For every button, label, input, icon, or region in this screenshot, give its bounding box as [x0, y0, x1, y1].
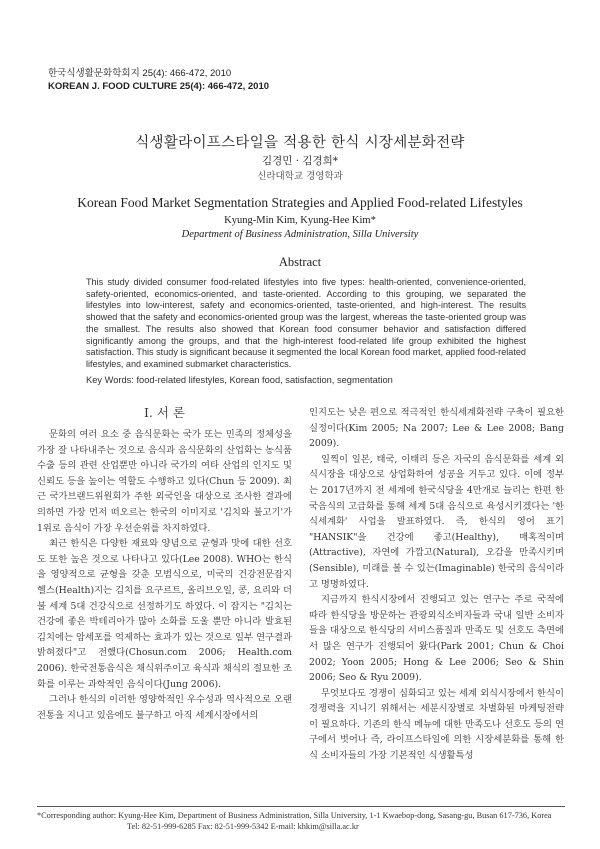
left-column	[37, 405, 292, 723]
paragraph: 인지도는 낮은 편으로 적극적인 한식세계화전략 구축이 필요한 실정이다(Kim 2005; Na 2007; Lee & Lee 2008; Bang 2009).	[309, 407, 564, 450]
paper-title-korean: 식생활라이프스타일을 적용한 한식 시장세분화전략	[135, 135, 465, 151]
paragraph: 문화의 여러 요소 중 음식문화는 국가 또는 민족의 정체성을 가장 잘 나타내주는 것으로 음식과 음식문화의 산업화는 농식품수출 등의 관련 산업뿐만 아니라 국가의 여타 산업의 인지도 및 신뢰도 등을 높이는 역할도 수행하고 있다(Chun 등 2009). 최근 국가브랜드위원회가 주한 외국인을 대상으로 조사한 결과에 의하면 가장 먼저 떠오르는 한국의 이미지로 '김치와 불고기'가 1위로 음식이 가장 우선순위를 차지하였다.	[37, 429, 292, 534]
authors-korean: 김경민 · 김경희*	[261, 155, 339, 167]
corresponding-author: *Corresponding author: Kyung-Hee Kim, Department of Business Administration, Silla University, 1-1 Kwaebop-dong, Sasang-gu, Busan 617-736, Korea	[37, 811, 552, 820]
abstract-heading: Abstract	[278, 255, 322, 269]
paragraph: 최근 한식은 다양한 재료와 양념으로 균형과 맛에 대한 선호도 또한 높은 것으로 나타나고 있다(Lee 2008). WHO는 한식을 영양적으로 균형을 갖춘 모범식으로, 미국의 건강전문잡지 헬스(Health)지는 김치를 요구르트, 올리브오일, 콩, 요리와 더불 세계 5대 건강식으로 선정하기도 하였다. 이 잡지는 "김치는 건강에 좋은 박테리아가 많아 소화를 도울 뿐만 아니라 발효된 김치에는 암세포를 억제하는 효과가 있는 것으로 일부 연구결과 밝혀졌다"고 전했다(Chosun.com 2006; Health.com 2006). 한국전통음식은 채식위주이고 육식과 채식의 절묘한 조화를 이루는 과학적인 음식이다(Jung 2006).	[37, 538, 292, 690]
authors-english: Kyung-Min Kim, Kyung-Hee Kim*	[224, 215, 376, 226]
paper-title-english: Korean Food Market Segmentation Strategies and Applied Food-related Lifestyles	[77, 195, 523, 210]
contact-info: Tel: 82-51-999-6285 Fax: 82-51-999-5342 E-mail: khkim@silla.ac.kr	[127, 822, 359, 831]
abstract-body: This study divided consumer food-related lifestyles into five types: health-oriented, convenience-oriented, safety-oriented, economics-oriented, and taste-oriented. According to this grouping, we separated the lifestyles into low-interest, safety and economics-oriented, taste-oriented, and high-interest. The results showed that the safety and economics-oriented group was the largest, whereas the taste-oriented group was the smallest. The results also showed that Korean food consumer behavior and satisfaction differed significantly among the groups, and that the high-interest food-related life group exhibited the highest satisfaction. This study is significant because it segmented the local Korean food market, applied food-related lifestyles, and examined submarket characteristics.	[86, 277, 526, 369]
footnote	[37, 810, 565, 832]
footnote-divider	[37, 806, 565, 807]
right-column	[309, 405, 564, 764]
journal-name-en: KOREAN J. FOOD CULTURE 25(4): 466-472, 2010	[48, 80, 270, 92]
section-heading: I. 서 론	[143, 405, 185, 420]
keywords: Key Words: food-related lifestyles, Korean food, satisfaction, segmentation	[86, 375, 393, 385]
journal-header	[48, 68, 269, 93]
paragraph: 그러나 한식의 이러한 영양학적인 우수성과 역사적으로 오랜 전통을 지니고 있음에도 불구하고 아직 세계시장에서의	[37, 694, 292, 721]
affiliation-english: Department of Business Administration, Silla University	[181, 229, 419, 240]
paragraph: 일찍이 일본, 태국, 이태리 등은 자국의 음식문화를 세계 외식시장을 대상으로 상업화하여 성공을 거두고 있다. 이에 정부는 2017년까지 전 세계에 한국식당을 4만개로 늘리는 한편 한국음식의 고급화를 통해 세계 5대 음식으로 육성시키겠다는 '한식세계화' 사업을 발표하였다. 즉, 한식의 영어 표기 "HANSIK"을 건강에 좋고(Healthy), 매혹적이며(Attractive), 자연에 가깝고(Natural), 오감을 만족시키며(Sensible), 미래를 볼 수 있는(Imaginable) 한국의 음식이라고 명명하였다.	[309, 453, 564, 590]
paragraph: 무엇보다도 경쟁이 심화되고 있는 세계 외식시장에서 한식이 경쟁력을 지니기 위해서는 세분시장별로 차별화된 마케팅전략이 필요하다. 기존의 한식 메뉴에 대한 만족도나 선호도 등의 연구에서 벗어나 즉, 라이프스타일에 의한 시장세분화를 통해 한식 소비자들의 가장 기본적인 식생활특성	[309, 687, 564, 762]
paragraph: 지금까지 한식시장에서 진행되고 있는 연구는 주로 국적에 따라 한식당을 방문하는 관광외식소비자들과 국내 일반 소비자들을 대상으로 한식당의 서비스품질과 만족도 및 선호도 측면에서 많은 연구가 진행되어 왔다(Park 2001; Chun & Choi 2002; Yoon 2005; Hong & Lee 2006; Seo & Shin 2006; Seo & Ryu 2009).	[309, 594, 564, 684]
journal-name-ko: 한국식생활문화학회지 25(4): 466-472, 2010	[48, 68, 232, 79]
affiliation-korean: 신라대학교 경영학과	[257, 171, 343, 182]
